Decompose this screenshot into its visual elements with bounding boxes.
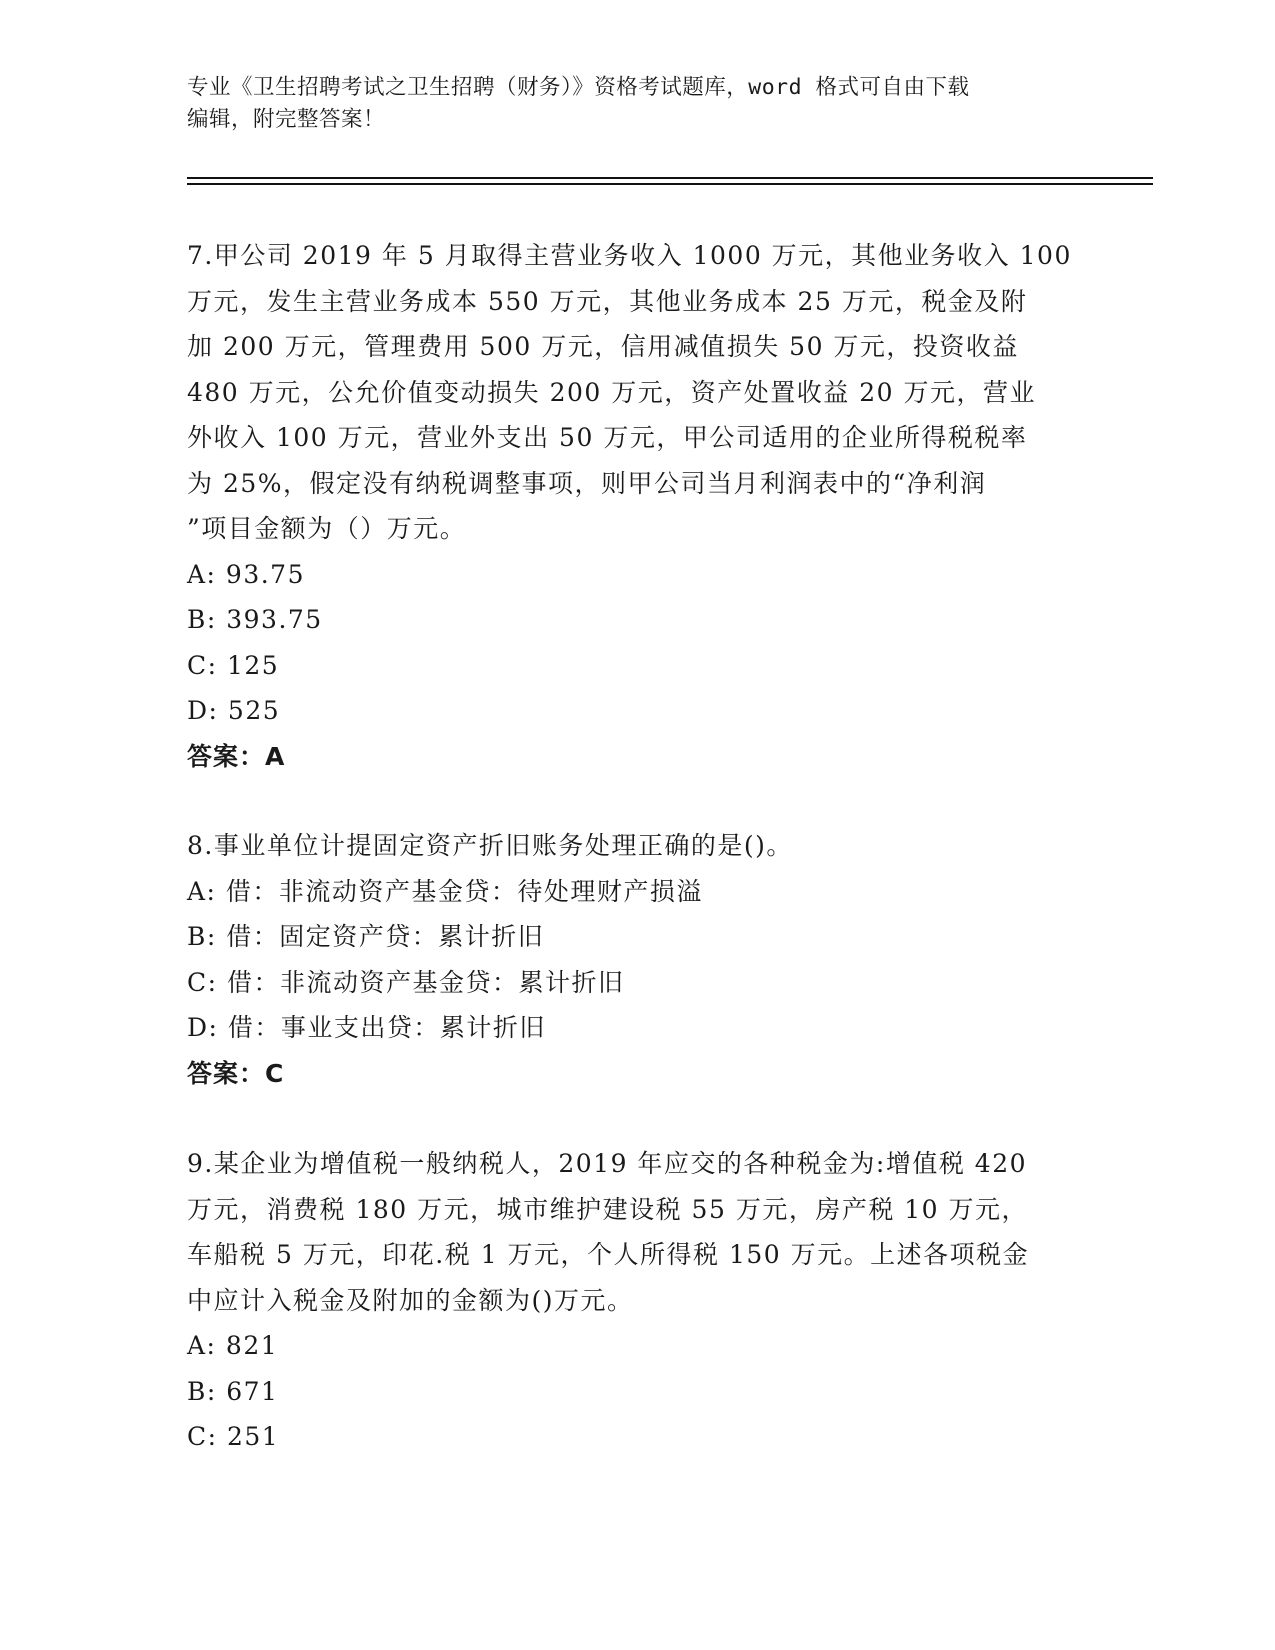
option-a: A: 821 <box>187 1331 279 1360</box>
question-stem-line: 中应计入税金及附加的金额为()万元。 <box>187 1285 634 1315</box>
option-c: C: 251 <box>187 1422 280 1451</box>
question-7 <box>187 233 1087 779</box>
option-a: A: 借：非流动资产基金贷：待处理财产损溢 <box>187 876 703 906</box>
question-stem-line: 为 25%，假定没有纳税调整事项，则甲公司当月利润表中的“净利润 <box>187 468 987 498</box>
question-stem-line: 万元，发生主营业务成本 550 万元，其他业务成本 25 万元，税金及附 <box>187 286 1028 316</box>
header-line: 专业《卫生招聘考试之卫生招聘（财务）》资格考试题库，word 格式可自由下载 <box>187 75 970 100</box>
option-c: C: 125 <box>187 650 280 680</box>
question-9 <box>187 1141 1087 1460</box>
question-stem-line: 480 万元，公允价值变动损失 200 万元，资产处置收益 20 万元，营业 <box>187 377 1036 407</box>
question-stem-line: 9.某企业为增值税一般纳税人，2019 年应交的各种税金为:增值税 420 <box>187 1149 1028 1178</box>
header-divider-top <box>187 177 1153 179</box>
header-line: 编辑，附完整答案！ <box>187 107 386 132</box>
question-stem-line: 8.事业单位计提固定资产折旧账务处理正确的是()。 <box>187 831 793 860</box>
question-stem-line: 万元，消费税 180 万元，城市维护建设税 55 万元，房产税 10 万元， <box>187 1194 1029 1224</box>
question-stem-line: 外收入 100 万元，营业外支出 50 万元，甲公司适用的企业所得税税率 <box>187 423 1028 452</box>
header-divider-bottom <box>187 183 1153 185</box>
question-stem-line: 7.甲公司 2019 年 5 月取得主营业务收入 1000 万元，其他业务收入 100 <box>187 241 1072 270</box>
option-b: B: 393.75 <box>187 605 323 634</box>
answer-label: 答案：A <box>187 741 286 771</box>
answer-label: 答案：C <box>187 1058 285 1088</box>
option-d: D: 525 <box>187 696 281 725</box>
question-8 <box>187 823 1087 1096</box>
document-header <box>187 72 1087 136</box>
option-a: A: 93.75 <box>187 559 305 589</box>
question-stem-line: ”项目金额为（）万元。 <box>187 514 467 543</box>
option-b: B: 671 <box>187 1376 279 1406</box>
question-stem-line: 车船税 5 万元，印花.税 1 万元，个人所得税 150 万元。上述各项税金 <box>187 1240 1030 1269</box>
question-stem-line: 加 200 万元，管理费用 500 万元，信用减值损失 50 万元，投资收益 <box>187 332 1019 361</box>
option-b: B: 借：固定资产贷：累计折旧 <box>187 922 545 951</box>
option-c: C: 借：非流动资产基金贷：累计折旧 <box>187 967 625 997</box>
option-d: D: 借：事业支出贷：累计折旧 <box>187 1013 546 1042</box>
